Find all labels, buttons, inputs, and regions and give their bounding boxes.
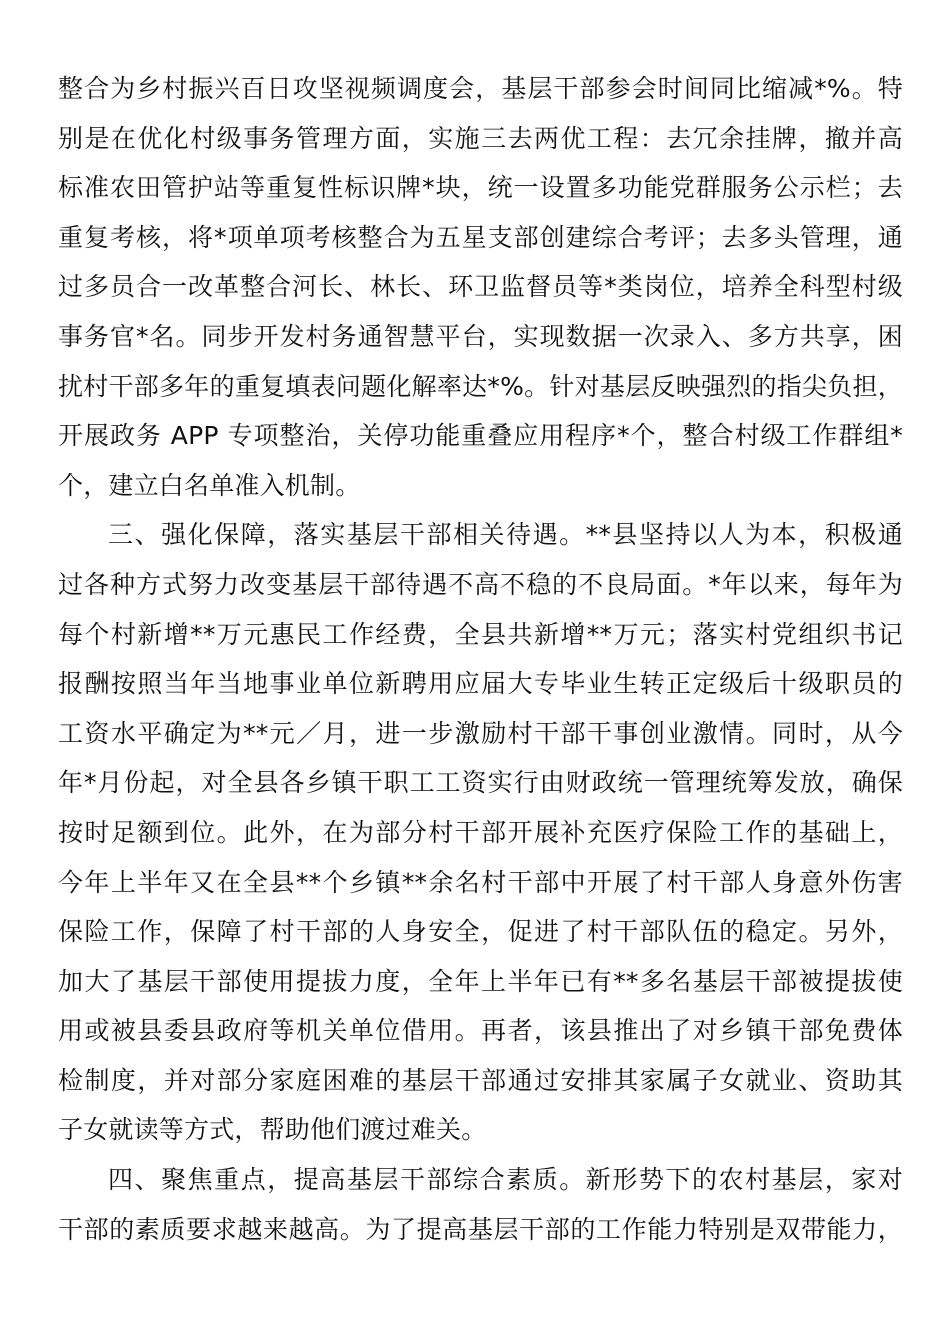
text-line: 工资水平确定为**元／月，进一步激励村干部干事创业激情。同时，从今: [58, 718, 903, 748]
text-line: 年*月份起，对全县各乡镇干职工工资实行由财政统一管理统筹发放，确保: [58, 768, 903, 798]
text-line: 别是在优化村级事务管理方面，实施三去两优工程：去冗余挂牌，撤并高: [58, 123, 903, 153]
text-line: 保险工作，保障了村干部的人身安全，促进了村干部队伍的稳定。另外，: [58, 917, 903, 947]
section-heading-line: 四、聚焦重点，提高基层干部综合素质。新形势下的农村基层，家对: [108, 1165, 903, 1195]
text-line: 整合为乡村振兴百日攻坚视频调度会，基层干部参会时间同比缩减*%。特: [58, 74, 903, 103]
text-line: 个，建立白名单准入机制。: [58, 470, 361, 500]
text-line: 用或被县委县政府等机关单位借用。再者，该县推出了对乡镇干部免费体: [58, 1016, 903, 1046]
text-line: 报酬按照当年当地事业单位新聘用应届大专毕业生转正定级后十级职员的: [58, 669, 903, 699]
text-line: 子女就读等方式，帮助他们渡过难关。: [58, 1115, 487, 1145]
text-line: 事务官*名。同步开发村务通智慧平台，实现数据一次录入、多方共享，困: [58, 321, 903, 351]
text-line: 每个村新增**万元惠民工作经费，全县共新增**万元；落实村党组织书记: [58, 619, 903, 649]
text-line: 加大了基层干部使用提拔力度，全年上半年已有**多名基层干部被提拔使: [58, 966, 903, 996]
text-line: 扰村干部多年的重复填表问题化解率达*%。针对基层反映强烈的指尖负担，: [58, 371, 903, 401]
text-line: 重复考核，将*项单项考核整合为五星支部创建综合考评；去多头管理，通: [58, 222, 903, 252]
text-line: 标准农田管护站等重复性标识牌*块，统一设置多功能党群服务公示栏；去: [58, 173, 903, 203]
text-line: 过各种方式努力改变基层干部待遇不高不稳的不良局面。*年以来，每年为: [58, 569, 903, 599]
text-line: 过多员合一改革整合河长、林长、环卫监督员等*类岗位，培养全科型村级: [58, 272, 903, 302]
text-line: 干部的素质要求越来越高。为了提高基层干部的工作能力特别是双带能力，: [58, 1214, 903, 1244]
text-line: 今年上半年又在全县**个乡镇**余名村干部中开展了村干部人身意外伤害: [58, 867, 903, 897]
text-line: 检制度，并对部分家庭困难的基层干部通过安排其家属子女就业、资助其: [58, 1065, 903, 1095]
body-text: [58, 64, 903, 1254]
text-line: 按时足额到位。此外，在为部分村干部开展补充医疗保险工作的基础上，: [58, 817, 903, 847]
section-heading-line: 三、强化保障，落实基层干部相关待遇。**县坚持以人为本，积极通: [108, 520, 903, 550]
text-line: 开展政务 APP 专项整治，关停功能重叠应用程序*个，整合村级工作群组*: [58, 421, 903, 451]
